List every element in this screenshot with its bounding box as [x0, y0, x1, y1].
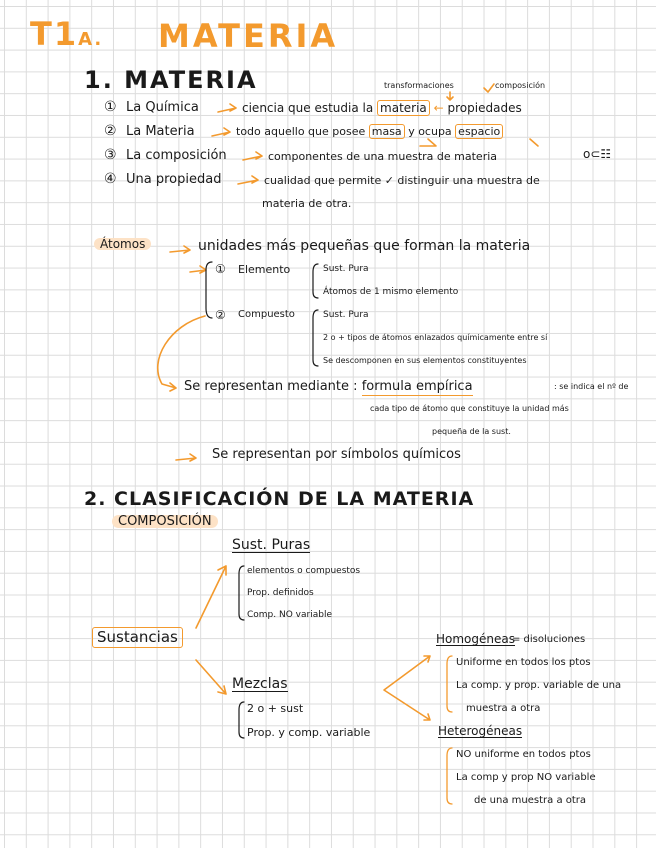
- item2-term: La Materia: [126, 124, 195, 139]
- homogeneas-item-2: La comp. y prop. variable de una: [456, 680, 622, 691]
- item1-key: materia: [377, 100, 430, 116]
- check-composicion: [484, 84, 494, 92]
- brace-elemento: [313, 264, 318, 298]
- item4-num: ④: [104, 171, 117, 187]
- section2-title: 2. CLASIFICACIÓN DE LA MATERIA: [84, 488, 475, 510]
- elemento-label: Elemento: [238, 263, 291, 276]
- item4-term: Una propiedad: [126, 172, 222, 187]
- puras-item-1: elementos o compuestos: [247, 566, 361, 576]
- header-code-sub: A.: [78, 29, 104, 50]
- annotation-composicion: composición: [495, 81, 546, 90]
- formula-note3: pequeña de la sust.: [432, 427, 511, 436]
- brace-puras: [239, 566, 244, 620]
- annotation-transformaciones: transformaciones: [384, 81, 454, 90]
- item2-num: ②: [104, 123, 117, 139]
- elemento-line1: Sust. Pura: [323, 264, 369, 274]
- arrow-espacio: [530, 139, 538, 146]
- section2-subtitle: COMPOSICIÓN: [112, 515, 218, 528]
- section1-title: 1. MATERIA: [84, 66, 258, 94]
- item4-definition-line1: cualidad que permite ✓ distinguir una muestra de: [264, 174, 540, 187]
- arrow-left-icon: ←: [433, 101, 444, 115]
- homogeneas-equals: = disoluciones: [512, 634, 586, 645]
- homogeneas-item-1: Uniforme en todos los ptos: [456, 657, 591, 668]
- header-code-main: T1: [30, 15, 79, 53]
- brace-homogeneas: [447, 656, 452, 712]
- compuesto-line3: Se descomponen en sus elementos constituyentes: [323, 356, 527, 365]
- homogeneas-item-3: muestra a otra: [466, 703, 541, 714]
- item1-num: ①: [104, 99, 117, 115]
- compuesto-num: ②: [215, 308, 226, 322]
- item4-definition-line2: materia de otra.: [262, 197, 352, 210]
- item1-term: La Química: [126, 100, 199, 115]
- heterogeneas-item-2: La comp y prop NO variable: [456, 772, 596, 783]
- mezclas-title: Mezclas: [232, 676, 288, 692]
- item2-key2: espacio: [455, 124, 503, 139]
- compuesto-label: Compuesto: [238, 309, 295, 320]
- elemento-num: ①: [215, 262, 226, 276]
- heterogeneas-title: Heterogéneas: [438, 724, 523, 738]
- arrow-item3: [243, 152, 262, 160]
- atom-symbol-icon: o⊂☷: [583, 147, 612, 161]
- heterogeneas-item-1: NO uniforme en todos ptos: [456, 749, 591, 760]
- formula-note1: : se indica el nº de: [554, 382, 629, 391]
- arrow-item2: [212, 128, 230, 136]
- homogeneas-title: Homogéneas: [436, 632, 515, 646]
- mezclas-item-2: Prop. y comp. variable: [247, 726, 371, 739]
- puras-title: Sust. Puras: [232, 537, 311, 553]
- brace-atomos: [206, 262, 212, 318]
- formula-note2: cada tipo de átomo que constituye la unidad más: [370, 404, 569, 413]
- item3-definition: componentes de una muestra de materia: [268, 150, 498, 163]
- puras-item-2: Prop. definidos: [247, 588, 314, 598]
- item2-def-pre: todo aquello que posee: [236, 125, 366, 138]
- item2-key1: masa: [369, 124, 405, 139]
- simbolos-line: Se representan por símbolos químicos: [212, 447, 461, 462]
- puras-item-3: Comp. NO variable: [247, 610, 332, 620]
- arrow-item1: [218, 104, 236, 112]
- brace-compuesto: [313, 310, 318, 366]
- arrow-transformaciones: [447, 92, 453, 100]
- arrow-item4: [238, 176, 258, 184]
- arrow-atomos: [170, 246, 190, 253]
- item3-num: ③: [104, 147, 117, 163]
- compuesto-line2: 2 o + tipos de átomos enlazados químicamente entre sí: [323, 333, 548, 342]
- line-mezclas-split: [384, 656, 430, 720]
- elemento-line2: Átomos de 1 mismo elemento: [323, 287, 459, 297]
- brace-mezclas: [239, 702, 244, 738]
- arrow-simbolos: [176, 454, 196, 461]
- item3-term: La composición: [126, 148, 227, 163]
- atomos-label: Átomos: [94, 238, 151, 250]
- root-sustancias: Sustancias: [92, 627, 183, 648]
- brace-heterogeneas: [447, 748, 452, 804]
- line-sustancias-puras: [196, 566, 226, 628]
- arrow-elemento: [190, 266, 206, 273]
- curve-atomos-formula: [158, 316, 205, 391]
- page-title: MATERIA: [158, 17, 339, 55]
- formula-pre: Se representan mediante :: [184, 379, 358, 394]
- item1-def-pre: ciencia que estudia la: [242, 101, 374, 115]
- heterogeneas-item-3: de una muestra a otra: [474, 795, 587, 806]
- formula-key: formula empírica: [361, 379, 473, 394]
- arrow-masa: [420, 139, 436, 146]
- mezclas-item-1: 2 o + sust: [247, 702, 304, 715]
- line-sustancias-mezclas: [196, 660, 226, 694]
- item1-def-post: propiedades: [447, 101, 522, 115]
- item2-mid: y ocupa: [408, 125, 452, 138]
- atomos-definition: unidades más pequeñas que forman la materia: [198, 238, 531, 254]
- compuesto-line1: Sust. Pura: [323, 310, 369, 320]
